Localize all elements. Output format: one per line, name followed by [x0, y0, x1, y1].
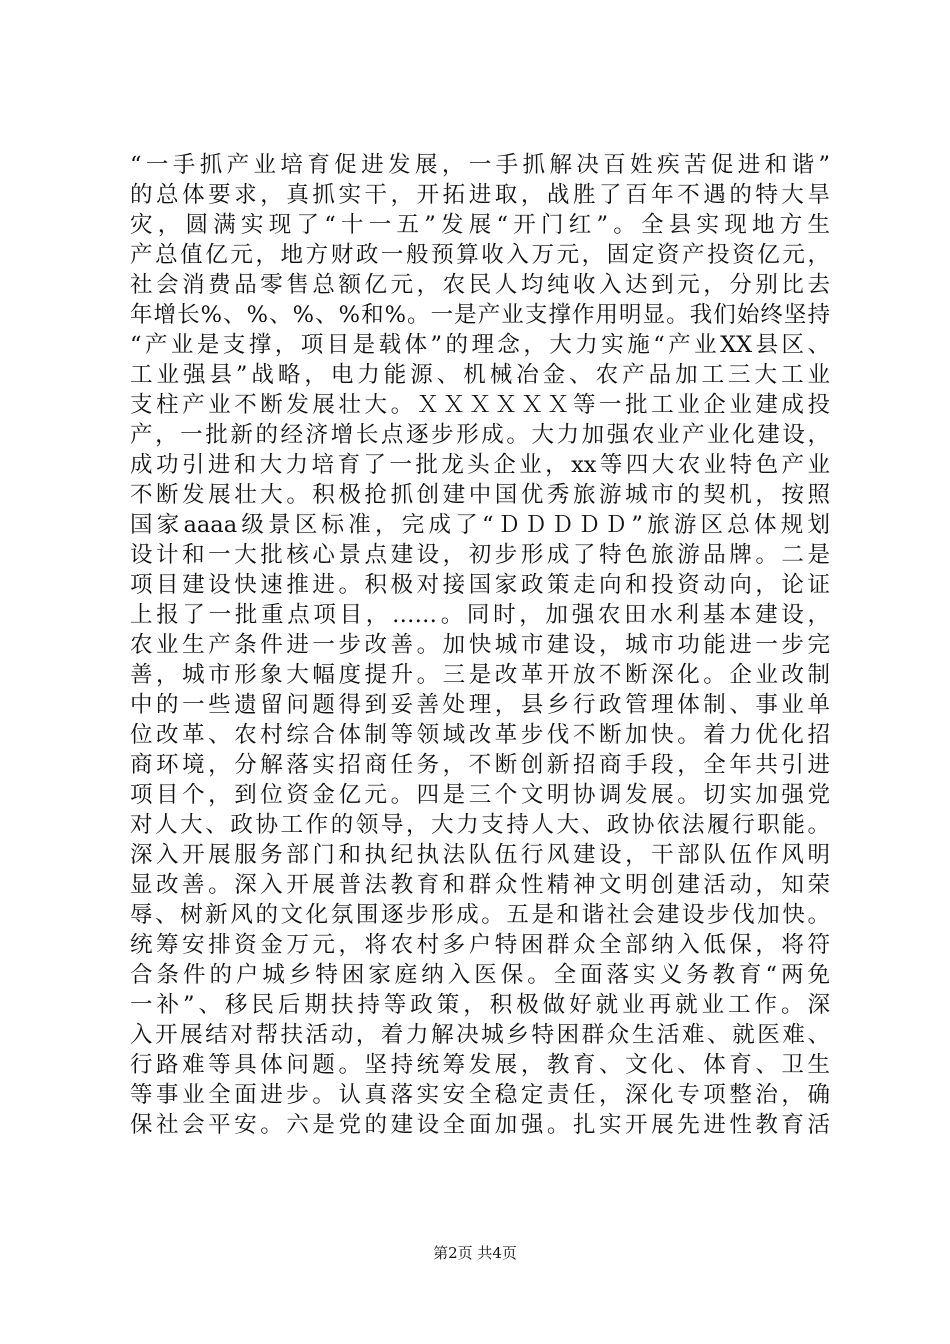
text-line: 产总值亿元，地方财政一般预算收入万元，固定资产投资亿元， — [130, 242, 830, 268]
text-line: 统筹安排资金万元，将农村多户特困群众全部纳入低保，将符 — [130, 932, 830, 958]
text-line: 的总体要求，真抓实干，开拓进取，战胜了百年不遇的特大旱 — [130, 182, 830, 208]
text-line: “产业是支撑，项目是载体”的理念，大力实施“产业XX县区、 — [130, 332, 830, 358]
text-line: 入开展结对帮扶活动，着力解决城乡特困群众生活难、就医难、 — [130, 1022, 830, 1048]
text-line: 等事业全面进步。认真落实安全稳定责任，深化专项整治，确 — [130, 1082, 830, 1108]
text-line: 不断发展壮大。积极抢抓创建中国优秀旅游城市的契机，按照 — [130, 482, 830, 508]
text-line: 成功引进和大力培育了一批龙头企业，xx等四大农业特色产业 — [130, 452, 830, 478]
text-line: 项目个，到位资金亿元。四是三个文明协调发展。切实加强党 — [130, 782, 830, 808]
text-line: 中的一些遗留问题得到妥善处理，县乡行政管理体制、事业单 — [130, 692, 830, 718]
text-line: 对人大、政协工作的领导，大力支持人大、政协依法履行职能。 — [130, 812, 830, 838]
text-line: 显改善。深入开展普法教育和群众性精神文明创建活动，知荣 — [130, 872, 830, 898]
page-number: 第2页 共4页 — [433, 1244, 517, 1262]
text-line: 辱、树新风的文化氛围逐步形成。五是和谐社会建设步伐加快。 — [130, 902, 830, 928]
text-line: 位改革、农村综合体制等领域改革步伐不断加快。着力优化招 — [130, 722, 830, 748]
text-line: 项目建设快速推进。积极对接国家政策走向和投资动向，论证 — [130, 572, 830, 598]
text-line: 支柱产业不断发展壮大。ＸＸＸＸＸＸ等一批工业企业建成投 — [130, 392, 830, 418]
text-line: 社会消费品零售总额亿元，农民人均纯收入达到元，分别比去 — [130, 272, 830, 298]
text-line: 一补”、移民后期扶持等政策，积极做好就业再就业工作。深 — [130, 992, 830, 1018]
document-body — [130, 150, 830, 1140]
text-line: 年增长%、%、%、%和%。一是产业支撑作用明显。我们始终坚持 — [130, 302, 830, 328]
text-line: 农业生产条件进一步改善。加快城市建设，城市功能进一步完 — [130, 632, 830, 658]
text-line: 产，一批新的经济增长点逐步形成。大力加强农业产业化建设， — [130, 422, 830, 448]
text-line: 设计和一大批核心景点建设，初步形成了特色旅游品牌。二是 — [130, 542, 830, 568]
text-line: 保社会平安。六是党的建设全面加强。扎实开展先进性教育活 — [130, 1112, 830, 1138]
text-line: 行路难等具体问题。坚持统筹发展，教育、文化、体育、卫生 — [130, 1052, 830, 1078]
text-line: 国家aaaa级景区标准，完成了“ＤＤＤＤＤ”旅游区总体规划 — [130, 512, 830, 538]
text-line: 深入开展服务部门和执纪执法队伍行风建设，干部队伍作风明 — [130, 842, 830, 868]
text-line: 善，城市形象大幅度提升。三是改革开放不断深化。企业改制 — [130, 662, 830, 688]
text-line: “一手抓产业培育促进发展，一手抓解决百姓疾苦促进和谐” — [130, 152, 830, 178]
text-line: 上报了一批重点项目，……。同时，加强农田水利基本建设， — [130, 602, 830, 628]
text-line: 工业强县”战略，电力能源、机械冶金、农产品加工三大工业 — [130, 362, 830, 388]
text-line: 商环境，分解落实招商任务，不断创新招商手段，全年共引进 — [130, 752, 830, 778]
text-line: 合条件的户城乡特困家庭纳入医保。全面落实义务教育“两免 — [130, 962, 830, 988]
text-line: 灾，圆满实现了“十一五”发展“开门红”。全县实现地方生 — [130, 212, 830, 238]
